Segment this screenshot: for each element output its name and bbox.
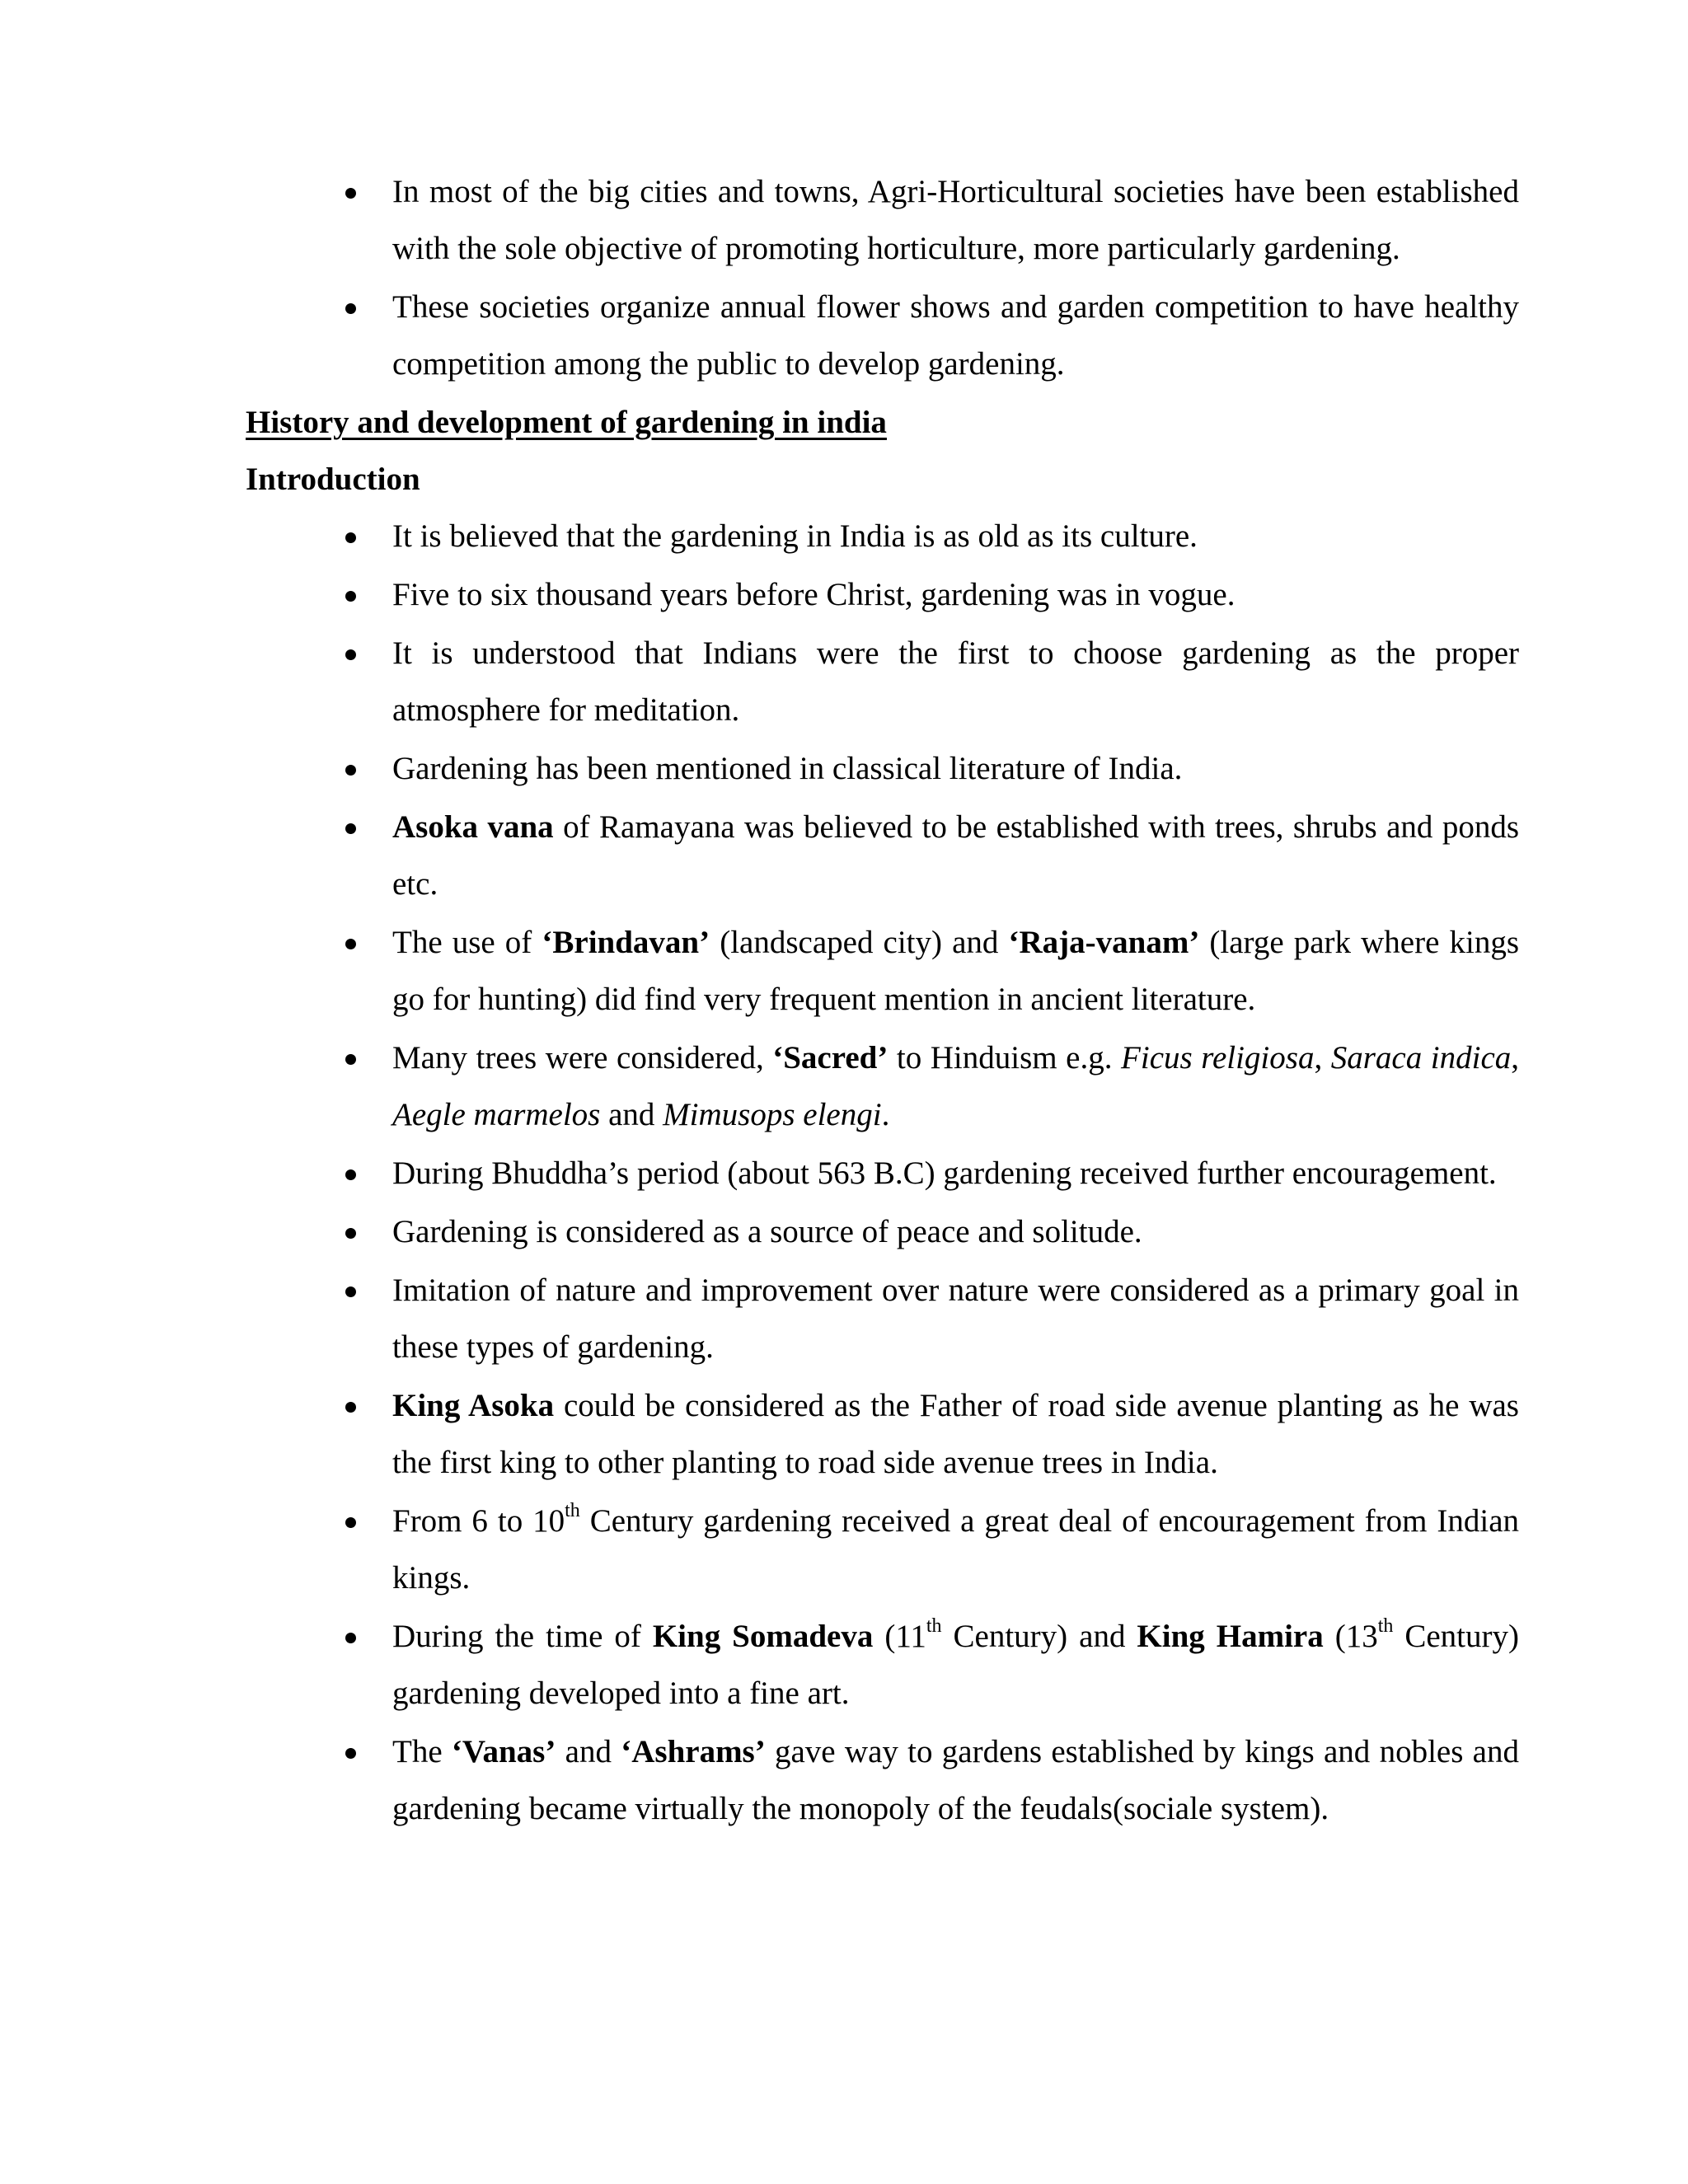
text-run: . (881, 1097, 890, 1132)
bullet-icon (345, 1169, 356, 1180)
text-run: (11 (873, 1619, 926, 1654)
bullet-icon (345, 591, 356, 602)
bold-term: ‘Raja-vanam’ (1008, 925, 1200, 960)
text-run: gave way to gardens established by kings and nobles and gardening became virtually the monopoly of the feudals(sociale system). (392, 1734, 1519, 1826)
list-item (246, 1262, 1519, 1376)
list-item (246, 625, 1519, 738)
species-name: Aegle marmelos (392, 1097, 601, 1132)
text-run: The (392, 1734, 452, 1769)
ordinal-suffix: th (926, 1615, 942, 1637)
history-bullet-list (246, 508, 1519, 1837)
bullet-icon (345, 532, 356, 543)
list-item-text: In most of the big cities and towns, Agri-Horticultural societies have been established with the sole objective of promoting horticulture, more particularly gardening. (392, 174, 1519, 266)
species-name: Saraca indica (1330, 1040, 1512, 1076)
list-item (246, 1029, 1519, 1143)
text-run: , (1511, 1040, 1520, 1076)
list-item (246, 914, 1519, 1028)
species-name: Ficus religiosa (1121, 1040, 1315, 1076)
text-run: Century) and (941, 1619, 1137, 1654)
list-item-text: These societies organize annual flower shows and garden competition to have healthy competition among the public to develop gardening. (392, 289, 1519, 382)
list-item (246, 279, 1519, 392)
text-run: Many trees were considered, (392, 1040, 773, 1076)
bold-term: Asoka vana (392, 809, 554, 845)
list-item-text: Gardening is considered as a source of peace and solitude. (392, 1214, 1142, 1249)
list-item (246, 163, 1519, 277)
text-run: (landscaped city) and (710, 925, 1009, 960)
page-content (246, 163, 1519, 1839)
section-heading: History and development of gardening in india (246, 405, 887, 440)
list-item-text: During Bhuddha’s period (about 563 B.C) gardening received further encouragement. (392, 1155, 1497, 1191)
list-item (246, 1493, 1519, 1606)
list-item (246, 1145, 1519, 1202)
bold-term: ‘Vanas’ (451, 1734, 556, 1769)
text-run: (13 (1323, 1619, 1378, 1654)
bullet-icon (345, 939, 356, 949)
bullet-icon (345, 1517, 356, 1528)
bold-term: King Somadeva (652, 1619, 874, 1654)
text-run: Century) gardening developed into a fine art. (392, 1619, 1519, 1711)
list-item (246, 740, 1519, 797)
bullet-icon (345, 1748, 356, 1759)
bullet-icon (345, 1286, 356, 1297)
list-item-text: of Ramayana was believed to be established with trees, shrubs and ponds etc. (392, 809, 1519, 902)
list-item-text: could be considered as the Father of road side avenue planting as he was the first king to other planting to road side avenue trees in India. (392, 1388, 1519, 1480)
bold-term: King Asoka (392, 1388, 555, 1423)
bullet-icon (345, 649, 356, 660)
intro-bullet-list (246, 163, 1519, 392)
text-run: and (556, 1734, 621, 1769)
species-name: Mimusops elengi (663, 1097, 882, 1132)
text-run: (large park where kings go for hunting) did find very frequent mention in ancient literature. (392, 925, 1520, 1017)
list-item (246, 508, 1519, 565)
list-item-text: Gardening has been mentioned in classical literature of India. (392, 751, 1183, 786)
text-run: Century gardening received a great deal of encouragement from Indian kings. (392, 1503, 1520, 1596)
bullet-icon (345, 765, 356, 776)
bullet-icon (345, 823, 356, 834)
list-item (246, 1723, 1519, 1837)
list-item-text: It is understood that Indians were the first to choose gardening as the proper atmosphere for meditation. (392, 635, 1519, 728)
list-item (246, 1203, 1519, 1260)
ordinal-suffix: th (1377, 1615, 1394, 1637)
list-item (246, 799, 1519, 912)
list-item-text: Imitation of nature and improvement over nature were considered as a primary goal in these types of gardening. (392, 1272, 1519, 1365)
section-subheading: Introduction (246, 462, 420, 497)
bullet-icon (345, 1633, 356, 1643)
text-run: and (600, 1097, 663, 1132)
bold-term: King Hamira (1137, 1619, 1324, 1654)
bullet-icon (345, 303, 356, 314)
text-run: The use of (392, 925, 542, 960)
list-item-text: Five to six thousand years before Christ, gardening was in vogue. (392, 577, 1236, 612)
bullet-icon (345, 188, 356, 199)
text-run: During the time of (392, 1619, 653, 1654)
text-run: From 6 to 10 (392, 1503, 565, 1539)
bold-term: ‘Brindavan’ (542, 925, 710, 960)
text-run: , (1314, 1040, 1331, 1076)
list-item (246, 1608, 1519, 1722)
bold-term: ‘Ashrams’ (621, 1734, 766, 1769)
bullet-icon (345, 1054, 356, 1065)
list-item (246, 1377, 1519, 1491)
list-item-text: It is believed that the gardening in India is as old as its culture. (392, 518, 1198, 554)
text-run: to Hinduism e.g. (888, 1040, 1122, 1076)
list-item (246, 566, 1519, 623)
bold-term: ‘Sacred’ (772, 1040, 889, 1076)
bullet-icon (345, 1402, 356, 1413)
ordinal-suffix: th (565, 1500, 580, 1521)
bullet-icon (345, 1228, 356, 1239)
